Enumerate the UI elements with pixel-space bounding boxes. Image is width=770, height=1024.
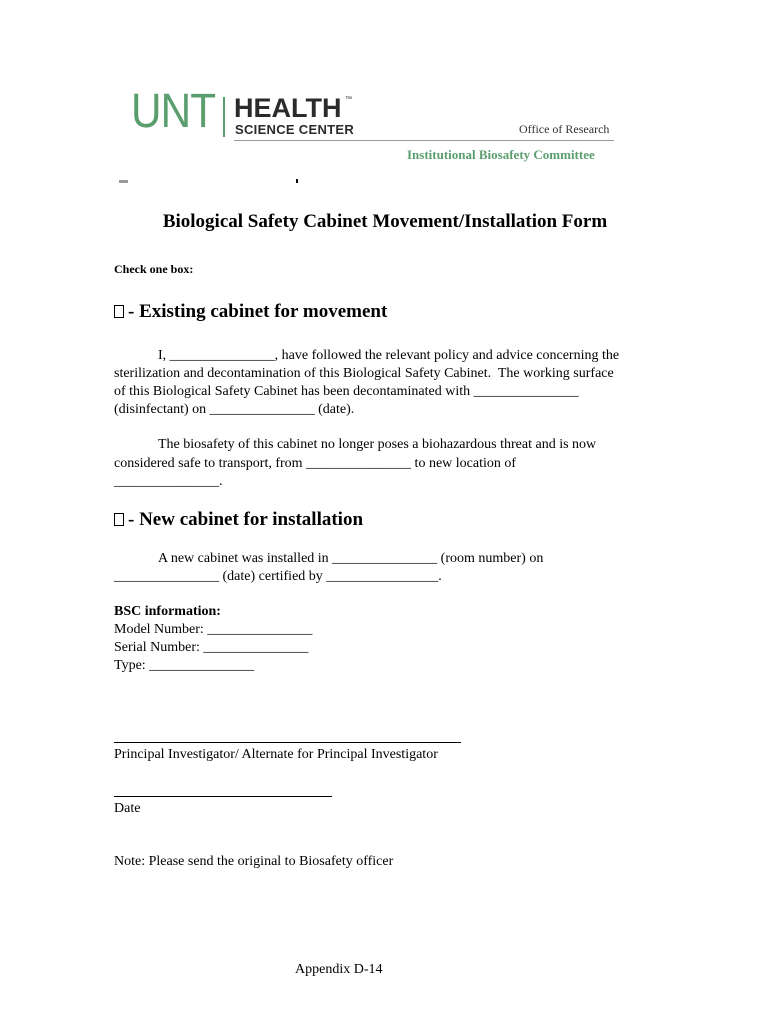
paragraph-line: The biosafety of this cabinet no longer poses a biohazardous threat and is now <box>158 437 597 452</box>
trademark-mark: ™ <box>345 96 352 103</box>
page-footer: Appendix D-14 <box>295 962 383 977</box>
check-one-instruction: Check one box: <box>114 262 194 276</box>
committee-name: Institutional Biosafety Committee <box>407 147 595 162</box>
section-new-cabinet-heading <box>114 509 363 531</box>
science-center-logo-text: SCIENCE CENTER <box>235 122 355 137</box>
header-rule <box>234 140 614 141</box>
existing-cabinet-checkbox[interactable] <box>114 305 124 318</box>
health-logo-text: HEALTH <box>234 93 342 123</box>
logo-divider <box>223 97 225 137</box>
bsc-info-heading: BSC information: <box>114 604 221 619</box>
section-existing-cabinet-label: - Existing cabinet for movement <box>128 301 388 322</box>
form-title: Biological Safety Cabinet Movement/Installation Form <box>162 211 608 232</box>
type-field[interactable]: Type: _______________ <box>114 658 255 673</box>
unt-logo-text: UNT <box>131 85 216 138</box>
paragraph-line: (disinfectant) on _______________ (date). <box>114 402 355 417</box>
paragraph-line: of this Biological Safety Cabinet has been decontaminated with _______________ <box>114 384 579 399</box>
section-existing-cabinet-heading <box>114 301 387 323</box>
new-cabinet-checkbox[interactable] <box>114 513 124 526</box>
paragraph-line: sterilization and decontamination of this Biological Safety Cabinet. The working surface <box>114 366 614 381</box>
section-new-cabinet-label: - New cabinet for installation <box>128 509 364 530</box>
serial-number-field[interactable]: Serial Number: _______________ <box>114 640 309 655</box>
paragraph-line: _______________. <box>114 474 223 489</box>
signature-label: Principal Investigator/ Alternate for Principal Investigator <box>114 747 438 762</box>
paragraph-line: considered safe to transport, from _______________ to new location of <box>114 456 517 471</box>
paragraph-line: I, _______________, have followed the relevant policy and advice concerning the <box>158 348 620 363</box>
paragraph-line: _______________ (date) certified by ________________. <box>114 569 442 584</box>
scan-artifact <box>119 180 128 183</box>
note-text: Note: Please send the original to Biosafety officer <box>114 854 394 869</box>
date-line[interactable] <box>114 796 332 797</box>
scan-artifact <box>296 179 298 183</box>
signature-line[interactable] <box>114 742 461 743</box>
date-label: Date <box>114 801 141 816</box>
model-number-field[interactable]: Model Number: _______________ <box>114 622 313 637</box>
paragraph-line: A new cabinet was installed in _______________ (room number) on <box>158 551 544 566</box>
office-of-research: Office of Research <box>519 122 610 136</box>
